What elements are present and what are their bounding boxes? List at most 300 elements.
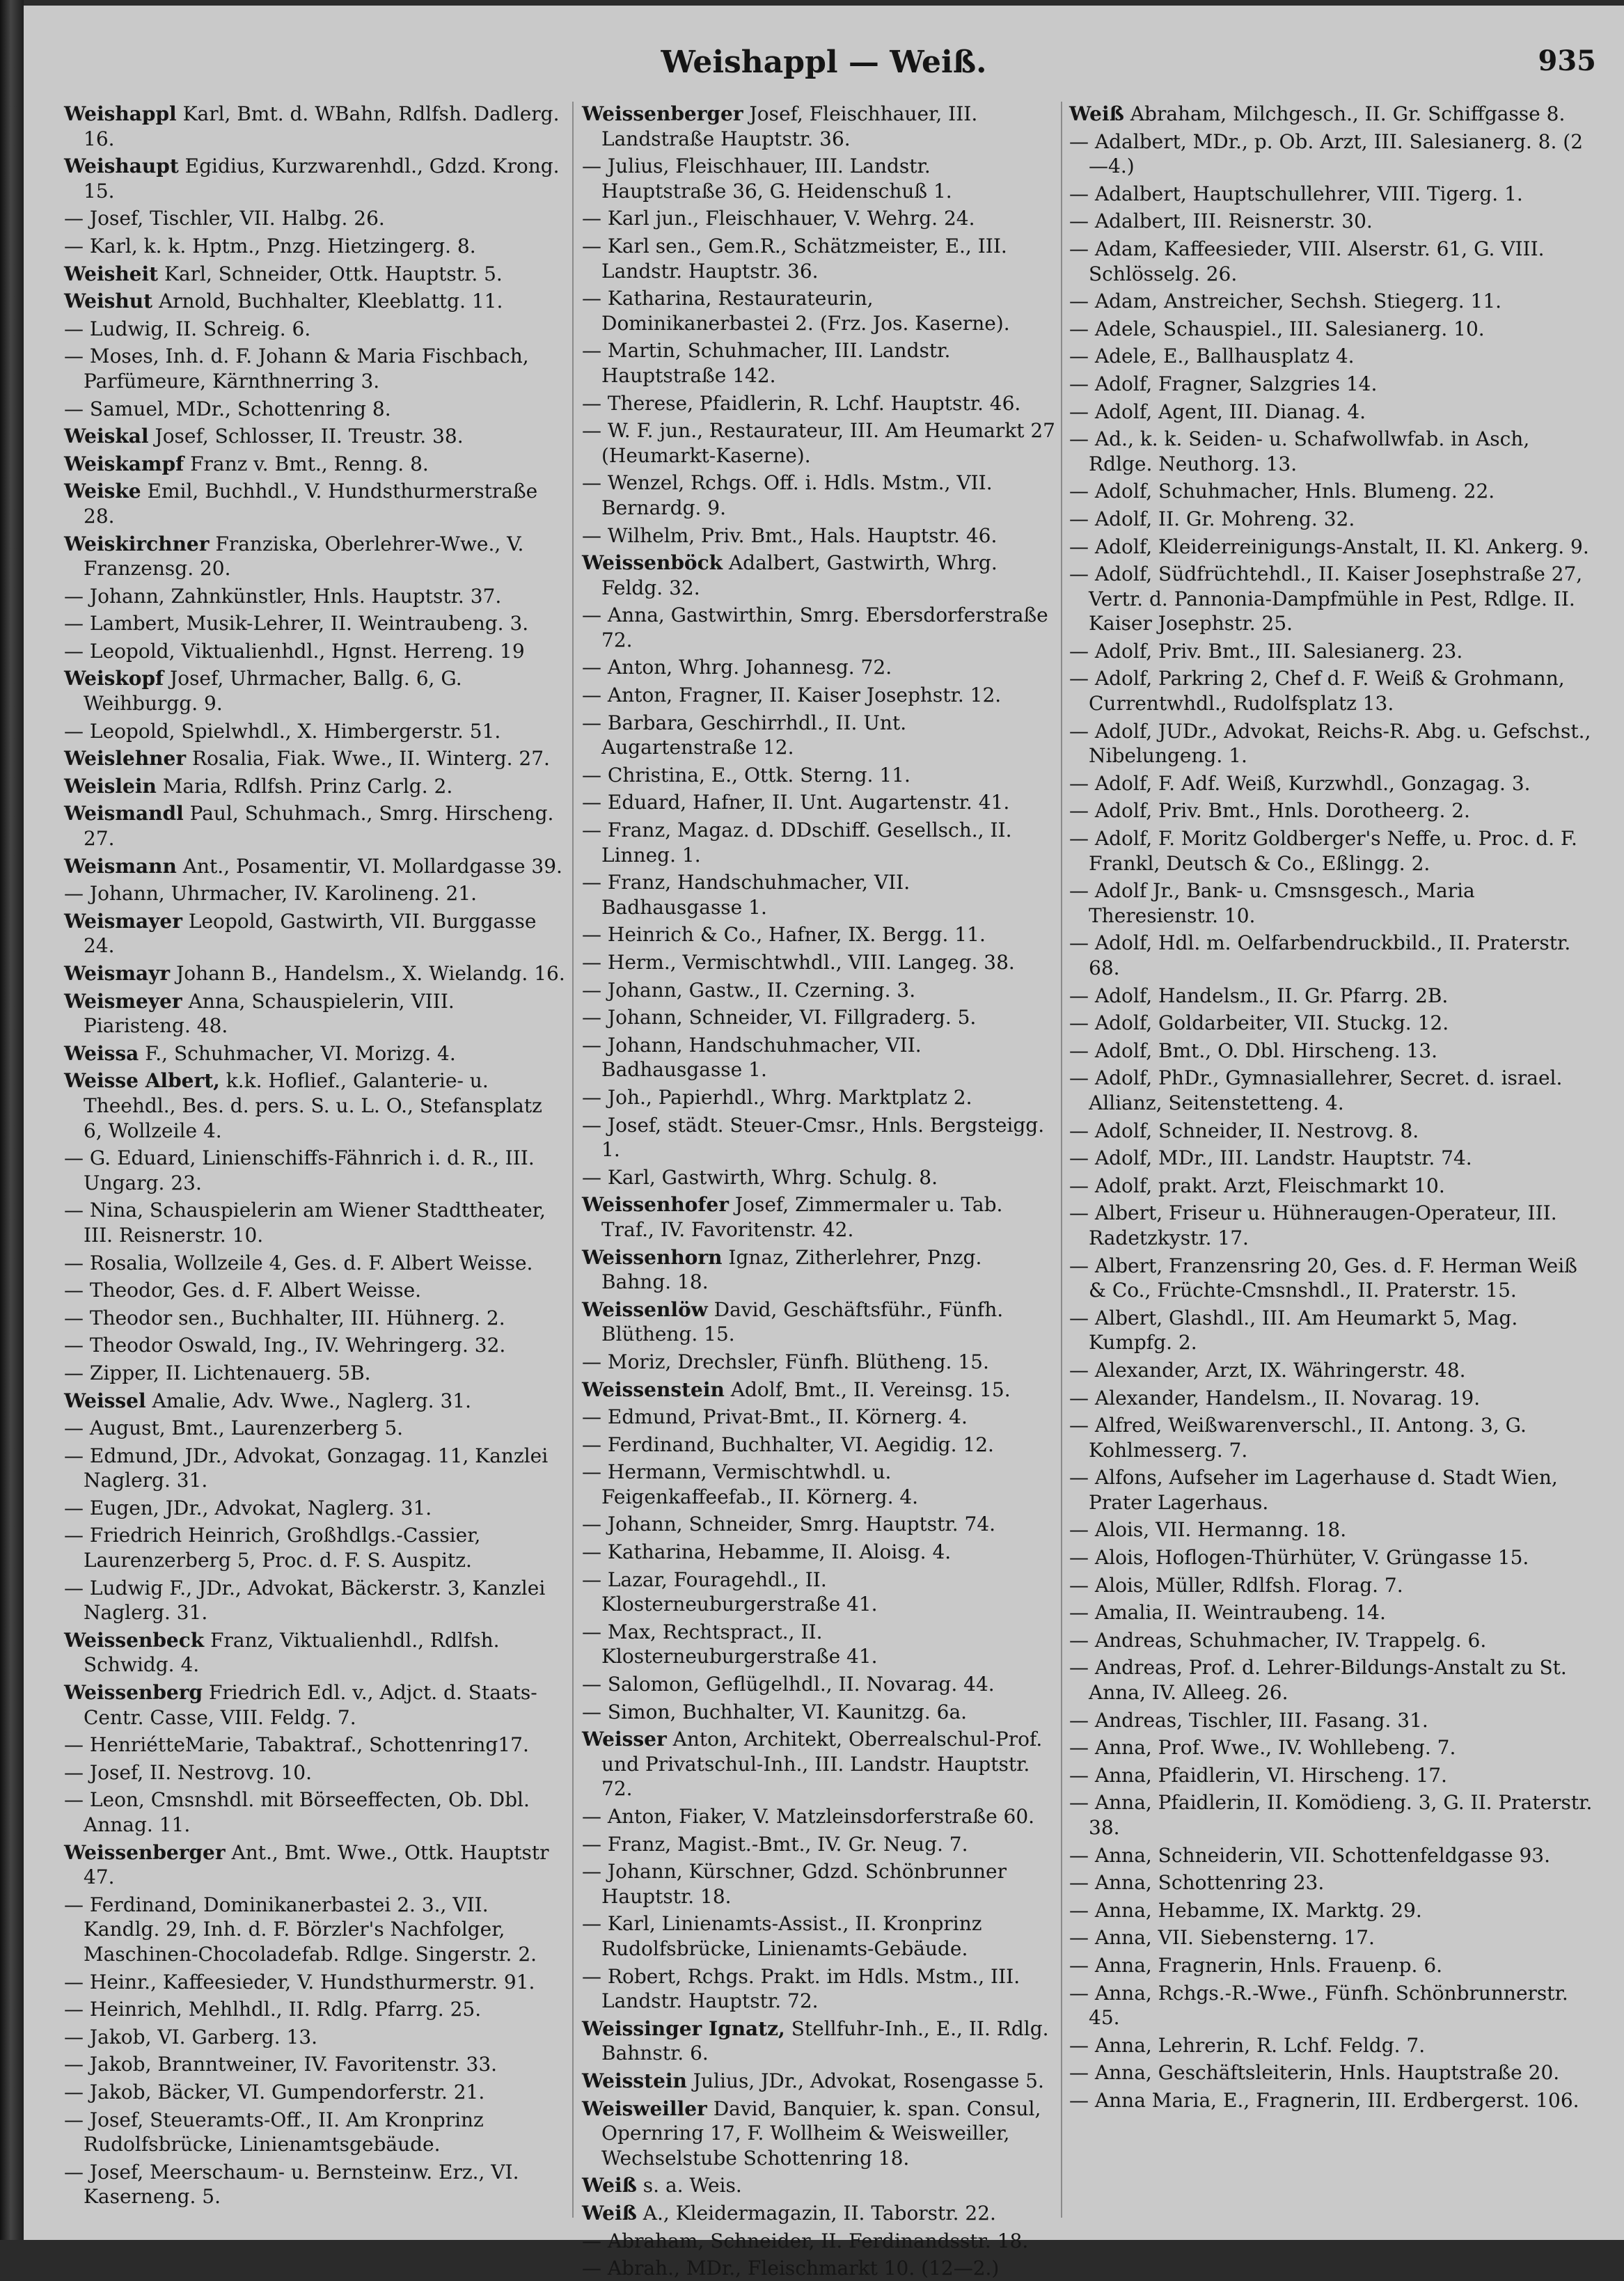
- directory-entry: [1069, 1870, 1595, 1895]
- entry-text: — Adolf, Bmt., O. Dbl. Hirscheng. 13.: [1069, 1039, 1438, 1062]
- directory-entry: [1069, 182, 1595, 207]
- entry-surname: Weisser: [582, 1728, 667, 1751]
- entry-text: — Johann, Uhrmacher, IV. Karolineng. 21.: [64, 882, 478, 906]
- entry-text: — Adolf, F. Adf. Weiß, Kurzwhdl., Gonzagag. 3.: [1069, 771, 1531, 795]
- entry-text: — Edmund, Privat-Bmt., II. Körnerg. 4.: [582, 1405, 968, 1429]
- entry-text: — Anna, Schneiderin, VII. Schottenfeldgasse 93.: [1069, 1843, 1550, 1867]
- entry-surname: Weisse Albert,: [64, 1069, 220, 1093]
- entry-text: — Martin, Schuhmacher, III. Landstr. Hauptstraße 142.: [582, 339, 951, 387]
- directory-entry: [582, 1085, 1055, 1110]
- entry-surname: Weissenböck: [582, 551, 723, 575]
- directory-entry: [582, 206, 1055, 231]
- entry-text: — Anna, VII. Siebensterng. 17.: [1069, 1926, 1375, 1950]
- directory-entry: [1069, 400, 1595, 425]
- entry-text: — Ludwig F., JDr., Advokat, Bäckerstr. 3, Kanzlei Naglerg. 31.: [64, 1576, 546, 1625]
- entry-text: — Josef, Meerschaum- u. Bernsteinw. Erz., VI. Kaserneng. 5.: [64, 2160, 519, 2209]
- directory-entry: [1069, 1790, 1595, 1840]
- directory-entry: [1069, 317, 1595, 342]
- entry-surname: Weissenstein: [582, 1378, 725, 1401]
- entry-text: — Alois, VII. Hermanng. 18.: [1069, 1518, 1347, 1542]
- entry-text: — Andreas, Tischler, III. Fasang. 31.: [1069, 1708, 1428, 1732]
- entry-text: — Karl, Linienamts-Assist., II. Kronprinz Rudolfsbrücke, Linienamts-Gebäude.: [582, 1912, 982, 1960]
- directory-entry: [1069, 878, 1595, 928]
- directory-entry: [1069, 102, 1595, 127]
- directory-entry: [1069, 1735, 1595, 1760]
- directory-entry: [1069, 666, 1595, 716]
- entry-text: — Anna, Hebamme, IX. Marktg. 29.: [1069, 1898, 1422, 1922]
- entry-surname: Weissenbeck: [64, 1628, 205, 1652]
- entry-text: — Albert, Franzensring 20, Ges. d. F. Herman Weiß & Co., Früchte-Cmsnshdl., II. Praterstr. 15.: [1069, 1254, 1577, 1302]
- entry-text: — Karl sen., Gem.R., Schätzmeister, E., III. Landstr. Hauptstr. 36.: [582, 234, 1007, 283]
- directory-entry: [64, 1146, 565, 1195]
- directory-entry: [64, 1416, 565, 1441]
- directory-entry: [64, 1278, 565, 1303]
- entry-text: Josef, Uhrmacher, Ballg. 6, G. Weihburgg. 9.: [84, 667, 462, 716]
- directory-entry: [582, 1672, 1055, 1697]
- directory-entry: [64, 1444, 565, 1493]
- entry-text: — Anton, Fiaker, V. Matzleinsdorferstraße 60.: [582, 1805, 1035, 1828]
- entry-text: — Adolf, II. Gr. Mohreng. 32.: [1069, 507, 1355, 530]
- entry-surname: Weiß: [582, 2201, 637, 2225]
- directory-entry: [582, 234, 1055, 283]
- entry-text: — Christina, E., Ottk. Sterng. 11.: [582, 763, 910, 787]
- directory-entry: [1069, 1953, 1595, 1978]
- entry-text: — Leopold, Viktualienhdl., Hgnst. Herreng. 19: [64, 639, 525, 663]
- entry-text: — Johann, Kürschner, Gdzd. Schönbrunner Hauptstr. 18.: [582, 1860, 1007, 1908]
- directory-entry: [582, 471, 1055, 520]
- directory-entry: [582, 418, 1055, 468]
- directory-entry: [64, 234, 565, 259]
- entry-surname: Weisstein: [582, 2069, 687, 2092]
- entry-text: — Alois, Hoflogen-Thürhüter, V. Grüngasse 15.: [1069, 1546, 1529, 1570]
- entry-text: — Abraham, Schneider, II. Ferdinandsstr. 18.: [582, 2229, 1029, 2252]
- directory-entry: [1069, 826, 1595, 876]
- entry-text: — Alexander, Arzt, IX. Währingerstr. 48.: [1069, 1358, 1466, 1382]
- entry-text: — Adolf, JUDr., Advokat, Reichs-R. Abg. u. Gefschst., Nibelungeng. 1.: [1069, 719, 1591, 768]
- directory-entry: [1069, 289, 1595, 314]
- directory-entry: [1069, 1925, 1595, 1950]
- entry-surname: Weishaupt: [64, 155, 179, 178]
- entry-text: Emil, Buchhdl., V. Hundsthurmerstraße 28.: [84, 480, 538, 528]
- directory-entry: [64, 154, 565, 203]
- page-number: 935: [1538, 45, 1596, 77]
- entry-text: — Adolf, Kleiderreinigungs-Anstalt, II. Kl. Ankerg. 9.: [1069, 535, 1589, 558]
- entry-text: — Barbara, Geschirrhdl., II. Unt. Augartenstraße 12.: [582, 711, 907, 759]
- entry-text: — Adolf, Priv. Bmt., Hnls. Dorotheerg. 2.: [1069, 799, 1470, 823]
- column-divider: [572, 102, 574, 2218]
- directory-entry: [582, 922, 1055, 947]
- directory-entry: [1069, 129, 1595, 179]
- directory-entry: [64, 774, 565, 799]
- directory-entry: [1069, 1600, 1595, 1625]
- entry-text: — Theodor Oswald, Ing., IV. Wehringerg. 32.: [64, 1334, 506, 1357]
- entry-text: — Alexander, Handelsm., II. Novarag. 19.: [1069, 1386, 1481, 1410]
- directory-entry: [1069, 237, 1595, 286]
- directory-entry: [1069, 562, 1595, 636]
- entry-surname: Weislehner: [64, 747, 187, 771]
- directory-entry: [64, 1251, 565, 1276]
- entry-text: — Anna, Prof. Wwe., IV. Wohllebeng. 7.: [1069, 1736, 1456, 1760]
- entry-text: Leopold, Gastwirth, VII. Burggasse 24.: [84, 909, 537, 958]
- entry-text: — Salomon, Geflügelhdl., II. Novarag. 44.: [582, 1673, 995, 1696]
- entry-text: — Adam, Kaffeesieder, VIII. Alserstr. 61, G. VIII. Schlösselg. 26.: [1069, 237, 1545, 285]
- directory-entry: [64, 801, 565, 851]
- directory-entry: [1069, 427, 1595, 476]
- entry-text: — Anna Maria, E., Fragnerin, III. Erdbergerst. 106.: [1069, 2088, 1579, 2112]
- entry-text: — Wenzel, Rchgs. Off. i. Hdls. Mstm., VII. Bernardg. 9.: [582, 471, 993, 519]
- directory-entry: [1069, 639, 1595, 664]
- directory-entry: [582, 655, 1055, 680]
- directory-entry: [64, 639, 565, 664]
- entry-surname: Weismann: [64, 854, 177, 878]
- directory-entry: [1069, 1655, 1595, 1705]
- directory-entry: [582, 603, 1055, 652]
- entry-text: Adolf, Bmt., II. Vereinsg. 15.: [730, 1378, 1011, 1401]
- entry-text: — Andreas, Prof. d. Lehrer-Bildungs-Anstalt zu St. Anna, IV. Alleeg. 26.: [1069, 1656, 1567, 1705]
- entry-text: — Anna, Schottenring 23.: [1069, 1871, 1325, 1895]
- entry-text: s. a. Weis.: [642, 2174, 742, 2197]
- entry-text: Egidius, Kurzwarenhdl., Gdzd. Krong. 15.: [84, 155, 560, 203]
- entry-text: — Anna, Rchgs.-R.-Wwe., Fünfh. Schönbrunnerstr. 45.: [1069, 1981, 1568, 2030]
- directory-entry: [582, 950, 1055, 975]
- entry-text: — Lazar, Fouragehdl., II. Klosterneuburgerstraße 41.: [582, 1568, 878, 1616]
- running-head: [24, 6, 1624, 96]
- directory-entry: [582, 286, 1055, 336]
- entry-surname: Weismandl: [64, 802, 184, 826]
- entry-text: — Anna, Pfaidlerin, VI. Hirscheng. 17.: [1069, 1763, 1447, 1787]
- entry-text: — Josef, Tischler, VII. Halbg. 26.: [64, 207, 385, 230]
- entry-text: — Heinr., Kaffeesieder, V. Hundsthurmerstr. 91.: [64, 1970, 535, 1994]
- directory-entry: [582, 1192, 1055, 1242]
- directory-entry: [64, 1576, 565, 1625]
- entry-text: — Franz, Handschuhmacher, VII. Badhausgasse 1.: [582, 871, 910, 919]
- directory-entry: [582, 1432, 1055, 1458]
- directory-entry: [64, 262, 565, 287]
- entry-surname: Weiskopf: [64, 667, 164, 690]
- entry-text: — Lambert, Musik-Lehrer, II. Weintraubeng. 3.: [64, 612, 529, 636]
- entry-text: — Therese, Pfaidlerin, R. Lchf. Hauptstr. 46.: [582, 391, 1021, 415]
- entry-text: — Ad., k. k. Seiden- u. Schafwollwfab. in Asch, Rdlge. Neuthorg. 13.: [1069, 427, 1530, 475]
- entry-surname: Weiskirchner: [64, 532, 210, 555]
- directory-entry: [582, 1727, 1055, 1801]
- directory-entry: [1069, 1011, 1595, 1036]
- entry-text: k.k. Hoflief., Galanterie- u. Theehdl., Bes. d. pers. S. u. L. O., Stefansplatz 6, Wollzeile 4.: [84, 1069, 542, 1142]
- directory-entry: [1069, 1981, 1595, 2030]
- entry-surname: Weissinger Ignatz,: [582, 2016, 785, 2040]
- entry-surname: Weissel: [64, 1389, 146, 1412]
- entry-text: Franz v. Bmt., Renng. 8.: [190, 452, 429, 475]
- entry-text: — Katharina, Hebamme, II. Aloisg. 4.: [582, 1540, 952, 1564]
- entry-surname: Weiske: [64, 480, 141, 503]
- entry-text: — Johann, Gastw., II. Czerning. 3.: [582, 978, 916, 1002]
- entry-text: — Adolf, Hdl. m. Oelfarbendruckbild., II. Praterstr. 68.: [1069, 931, 1571, 979]
- entry-surname: Weissenhorn: [582, 1245, 723, 1269]
- directory-entry: [582, 1700, 1055, 1725]
- entry-text: Karl, Schneider, Ottk. Hauptstr. 5.: [164, 262, 503, 285]
- entry-text: — Anna, Gastwirthin, Smrg. Ebersdorferstraße 72.: [582, 603, 1048, 652]
- directory-entry: [1069, 1066, 1595, 1115]
- directory-entry: [582, 1460, 1055, 1509]
- directory-entry: [64, 1361, 565, 1386]
- directory-entry: [1069, 1763, 1595, 1788]
- entry-text: — Ferdinand, Dominikanerbastei 2. 3., VII. Kandlg. 29, Inh. d. F. Börzler's Nachfolger, Maschinen-Chocoladefab. Rdlge. Singerstr. 2.: [64, 1893, 537, 1966]
- entry-text: — Albert, Glashdl., III. Am Heumarkt 5, Mag. Kumpfg. 2.: [1069, 1306, 1518, 1355]
- directory-entry: [1069, 507, 1595, 532]
- entry-surname: Weishut: [64, 290, 153, 313]
- entry-text: — Adolf, Agent, III. Dianag. 4.: [1069, 400, 1366, 423]
- entry-text: Paul, Schuhmach., Smrg. Hirscheng. 27.: [84, 802, 554, 851]
- entry-text: — Karl, Gastwirth, Whrg. Schulg. 8.: [582, 1165, 938, 1189]
- directory-entry: [64, 611, 565, 636]
- directory-entry: [582, 551, 1055, 600]
- directory-entry: [582, 1859, 1055, 1909]
- entry-text: — Edmund, JDr., Advokat, Gonzagag. 11, Kanzlei Naglerg. 31.: [64, 1444, 549, 1492]
- entry-text: — Anna, Pfaidlerin, II. Komödieng. 3, G. II. Praterstr. 38.: [1069, 1791, 1593, 1839]
- directory-entry: [64, 397, 565, 422]
- entry-text: — Adolf, PhDr., Gymnasiallehrer, Secret. d. israel. Allianz, Seitenstetteng. 4.: [1069, 1066, 1563, 1114]
- directory-entry: [1069, 1628, 1595, 1653]
- entry-surname: Weislein: [64, 774, 157, 798]
- entry-text: Josef, Zimmermaler u. Tab. Traf., IV. Favoritenstr. 42.: [601, 1193, 1003, 1241]
- entry-text: David, Geschäftsführ., Fünfh. Blütheng. 15.: [601, 1297, 1004, 1346]
- entry-text: Josef, Schlosser, II. Treustr. 38.: [155, 425, 464, 448]
- directory-entry: [582, 1964, 1055, 2014]
- entry-text: Anna, Schauspielerin, VIII. Piaristeng. 48.: [84, 989, 455, 1038]
- directory-entry: [1069, 1386, 1595, 1411]
- entry-text: Johann B., Handelsm., X. Wielandg. 16.: [176, 962, 565, 985]
- directory-entry: [582, 102, 1055, 151]
- entry-text: — Adolf, F. Moritz Goldberger's Neffe, u. Proc. d. F. Frankl, Deutsch & Co., Eßlingg. 2.: [1069, 827, 1577, 875]
- entry-surname: Weismayr: [64, 962, 171, 985]
- column-divider: [1061, 102, 1062, 2218]
- entry-text: — Anton, Whrg. Johannesg. 72.: [582, 656, 892, 679]
- directory-entry: [64, 1733, 565, 1758]
- entry-surname: Weisheit: [64, 262, 159, 285]
- directory-entry: [582, 870, 1055, 919]
- directory-entry: [1069, 1545, 1595, 1570]
- entry-text: Karl, Bmt. d. WBahn, Rdlfsh. Dadlerg. 16.: [84, 102, 560, 150]
- directory-entry: [1069, 1039, 1595, 1064]
- directory-entry: [64, 1333, 565, 1358]
- entry-text: Abraham, Milchgesch., II. Gr. Schiffgasse 8.: [1130, 102, 1566, 125]
- directory-entry: [582, 1297, 1055, 1347]
- entry-surname: Weismayer: [64, 909, 182, 933]
- directory-entry: [64, 479, 565, 528]
- directory-entry: [64, 909, 565, 958]
- entry-text: Rosalia, Fiak. Wwe., II. Winterg. 27.: [192, 747, 550, 771]
- entry-text: Maria, Rdlfsh. Prinz Carlg. 2.: [162, 774, 453, 798]
- directory-entry: [64, 1997, 565, 2022]
- entry-text: — Theodor, Ges. d. F. Albert Weisse.: [64, 1279, 422, 1302]
- directory-entry: [582, 2229, 1055, 2254]
- entry-text: — Robert, Rchgs. Prakt. im Hdls. Mstm., III. Landstr. Hauptstr. 72.: [582, 1964, 1020, 2013]
- directory-entry: [64, 102, 565, 151]
- entry-text: — Franz, Magaz. d. DDschiff. Gesellsch., II. Linneg. 1.: [582, 819, 1012, 867]
- directory-entry: [1069, 1119, 1595, 1144]
- directory-entry: [64, 989, 565, 1039]
- directory-entry: [64, 452, 565, 477]
- directory-entry: [64, 1306, 565, 1331]
- entry-text: — Johann, Handschuhmacher, VII. Badhausgasse 1.: [582, 1033, 922, 1082]
- column-2: [582, 102, 1055, 2280]
- directory-entry: [64, 854, 565, 879]
- entry-text: — Leopold, Spielwhdl., X. Himbergerstr. 51.: [64, 719, 501, 743]
- entry-text: — Adolf, Fragner, Salzgries 14.: [1069, 372, 1378, 395]
- directory-entry: [1069, 1517, 1595, 1542]
- entry-text: — HenriétteMarie, Tabaktraf., Schottenring17.: [64, 1733, 529, 1757]
- directory-entry: [1069, 535, 1595, 560]
- directory-entry: [582, 523, 1055, 548]
- directory-entry: [64, 2160, 565, 2209]
- directory-entry: [64, 1970, 565, 1995]
- directory-entry: [64, 1068, 565, 1143]
- column-1: [64, 102, 565, 2218]
- entry-text: — Adolf, Priv. Bmt., III. Salesianerg. 23.: [1069, 639, 1463, 663]
- directory-entry: [1069, 931, 1595, 980]
- entry-text: — Adolf Jr., Bank- u. Cmsnsgesch., Maria Theresienstr. 10.: [1069, 879, 1475, 927]
- entry-text: A., Kleidermagazin, II. Taborstr. 22.: [642, 2201, 996, 2225]
- entry-text: — Johann, Schneider, VI. Fillgraderg. 5.: [582, 1006, 977, 1029]
- entry-text: — Adalbert, MDr., p. Ob. Arzt, III. Salesianerg. 8. (2—4.): [1069, 129, 1584, 178]
- directory-entry: [582, 1350, 1055, 1375]
- entry-text: Ant., Bmt. Wwe., Ottk. Hauptstr 47.: [84, 1840, 549, 1889]
- entry-text: — Josef, II. Nestrovg. 10.: [64, 1760, 313, 1784]
- entry-surname: Weiß: [1069, 102, 1124, 125]
- directory-entry: [1069, 1358, 1595, 1383]
- page-title: Weishappl — Weiß.: [661, 45, 987, 80]
- directory-entry: [1069, 1465, 1595, 1515]
- directory-entry: [582, 1540, 1055, 1565]
- entry-text: — Abrah., MDr., Fleischmarkt 10. (12—2.): [582, 2257, 1000, 2280]
- directory-entry: [582, 2173, 1055, 2198]
- directory-entry: [64, 1628, 565, 1678]
- directory-entry: [64, 206, 565, 231]
- entry-text: — Eduard, Hafner, II. Unt. Augartenstr. 41.: [582, 791, 1010, 814]
- directory-entry: [582, 1405, 1055, 1430]
- directory-entry: [64, 289, 565, 314]
- entry-text: — Katharina, Restaurateurin, Dominikanerbastei 2. (Frz. Jos. Kaserne).: [582, 287, 1010, 335]
- entry-text: Adalbert, Gastwirth, Whrg. Feldg. 32.: [601, 551, 998, 599]
- directory-entry: [582, 391, 1055, 416]
- directory-entry: [64, 1523, 565, 1572]
- entry-text: David, Banquier, k. span. Consul, Opernring 17, F. Wollheim & Weisweiller, Wechselstube Schottenring 18.: [601, 2097, 1041, 2170]
- entry-text: Ignaz, Zitherlehrer, Pnzg. Bahng. 18.: [601, 1245, 982, 1294]
- directory-entry: [64, 1496, 565, 1521]
- page-gutter: [0, 0, 24, 2240]
- directory-entry: [64, 344, 565, 393]
- entry-text: — Eugen, JDr., Advokat, Naglerg. 31.: [64, 1496, 432, 1520]
- directory-entry: [582, 1620, 1055, 1669]
- entry-text: — Anna, Fragnerin, Hnls. Frauenp. 6.: [1069, 1953, 1443, 1977]
- entry-text: — Josef, städt. Steuer-Cmsr., Hnls. Bergsteigg. 1.: [582, 1113, 1045, 1162]
- entry-surname: Weissenberger: [64, 1840, 226, 1864]
- entry-surname: Weissenberger: [582, 102, 743, 125]
- entry-text: — Friedrich Heinrich, Großhdlgs.-Cassier, Laurenzerberg 5, Proc. d. F. S. Auspitz.: [64, 1524, 481, 1572]
- entry-text: — Hermann, Vermischtwhdl. u. Feigenkaffeefab., II. Körnerg. 4.: [582, 1460, 919, 1508]
- directory-entry: [64, 746, 565, 771]
- directory-entry: [64, 584, 565, 609]
- directory-entry: [64, 1760, 565, 1785]
- directory-entry: [1069, 1898, 1595, 1923]
- directory-entry: [64, 1198, 565, 1247]
- entry-text: — Adolf, prakt. Arzt, Fleischmarkt 10.: [1069, 1174, 1445, 1197]
- directory-entry: [582, 790, 1055, 815]
- directory-entry: [582, 1512, 1055, 1537]
- directory-entry: [1069, 1306, 1595, 1355]
- entry-text: — Ludwig, II. Schreig. 6.: [64, 317, 311, 340]
- entry-text: — Anna, Lehrerin, R. Lchf. Feldg. 7.: [1069, 2033, 1426, 2057]
- entry-text: — Adolf, Handelsm., II. Gr. Pfarrg. 2B.: [1069, 984, 1449, 1007]
- entry-text: — Herm., Vermischtwhdl., VIII. Langeg. 38.: [582, 951, 1015, 974]
- entry-text: — Alfred, Weißwarenverschl., II. Antong. 3, G. Kohlmesserg. 7.: [1069, 1414, 1527, 1462]
- entry-text: Josef, Fleischhauer, III. Landstraße Hauptstr. 36.: [601, 102, 978, 150]
- entry-text: — Alois, Müller, Rdlfsh. Florag. 7.: [1069, 1573, 1403, 1597]
- directory-entry: [1069, 1174, 1595, 1199]
- directory-entry: [1069, 1413, 1595, 1462]
- directory-entry: [1069, 209, 1595, 234]
- directory-entry: [582, 2256, 1055, 2281]
- entry-text: Julius, JDr., Advokat, Rosengasse 5.: [693, 2069, 1044, 2092]
- directory-entry: [582, 1378, 1055, 1403]
- directory-entry: [64, 532, 565, 581]
- entry-text: — Heinrich, Mehlhdl., II. Rdlg. Pfarrg. 25.: [64, 1998, 482, 2021]
- entry-text: — Samuel, MDr., Schottenring 8.: [64, 397, 391, 420]
- entry-text: — Leon, Cmsnshdl. mit Börseeffecten, Ob. Dbl. Annag. 11.: [64, 1788, 530, 1836]
- entry-surname: Weiskampf: [64, 452, 184, 475]
- entry-text: — Heinrich & Co., Hafner, IX. Bergg. 11.: [582, 923, 986, 947]
- directory-entry: [1069, 2033, 1595, 2058]
- directory-entry: [1069, 771, 1595, 796]
- directory-entry: [582, 1804, 1055, 1829]
- directory-entry: [64, 1041, 565, 1066]
- directory-entry: [64, 2052, 565, 2077]
- entry-text: — Johann, Schneider, Smrg. Hauptstr. 74.: [582, 1513, 996, 1536]
- entry-text: F., Schuhmacher, VI. Morizg. 4.: [145, 1041, 456, 1065]
- directory-entry: [582, 978, 1055, 1003]
- directory-entry: [582, 1033, 1055, 1082]
- entry-text: — Albert, Friseur u. Hühneraugen-Operateur, III. Radetzkystr. 17.: [1069, 1201, 1557, 1249]
- directory-entry: [64, 2080, 565, 2105]
- directory-entry: [582, 1005, 1055, 1030]
- directory-entry: [582, 711, 1055, 760]
- entry-text: — Rosalia, Wollzeile 4, Ges. d. F. Albert Weisse.: [64, 1251, 533, 1274]
- entry-surname: Weissa: [64, 1041, 139, 1065]
- directory-entry: [1069, 1843, 1595, 1868]
- entry-text: Arnold, Buchhalter, Kleeblattg. 11.: [158, 290, 503, 313]
- entry-text: Ant., Posamentir, VI. Mollardgasse 39.: [182, 854, 562, 878]
- entry-text: — Josef, Steueramts-Off., II. Am Kronprinz Rudolfsbrücke, Linienamtsgebäude.: [64, 2108, 484, 2156]
- directory-entry: [64, 1680, 565, 1730]
- directory-entry: [582, 338, 1055, 388]
- entry-text: — Franz, Magist.-Bmt., IV. Gr. Neug. 7.: [582, 1832, 968, 1856]
- directory-entry: [582, 2097, 1055, 2171]
- entry-text: — Adolf, Südfrüchtehdl., II. Kaiser Josephstraße 27, Vertr. d. Pannonia-Dampfmühle in Pest, Rdlge. II. Kaiser Josephstr. 25.: [1069, 562, 1583, 636]
- entry-text: — Adolf, Schneider, II. Nestrovg. 8.: [1069, 1119, 1419, 1142]
- directory-page: [24, 6, 1624, 2280]
- entry-surname: Weisweiller: [582, 2097, 707, 2120]
- entry-text: — August, Bmt., Laurenzerberg 5.: [64, 1416, 404, 1440]
- entry-text: — Adalbert, III. Reisnerstr. 30.: [1069, 210, 1373, 233]
- directory-entry: [582, 2016, 1055, 2066]
- directory-entry: [582, 763, 1055, 788]
- entry-text: — Jakob, Branntweiner, IV. Favoritenstr. 33.: [64, 2053, 498, 2076]
- entry-text: — Adele, E., Ballhausplatz 4.: [1069, 345, 1355, 368]
- entry-text: — Zipper, II. Lichtenauerg. 5B.: [64, 1361, 371, 1384]
- entry-text: — Theodor sen., Buchhalter, III. Hühnerg. 2.: [64, 1306, 505, 1329]
- column-3: [1069, 102, 1595, 2218]
- directory-entry: [582, 683, 1055, 708]
- entry-text: — Adalbert, Hauptschullehrer, VIII. Tigerg. 1.: [1069, 182, 1523, 205]
